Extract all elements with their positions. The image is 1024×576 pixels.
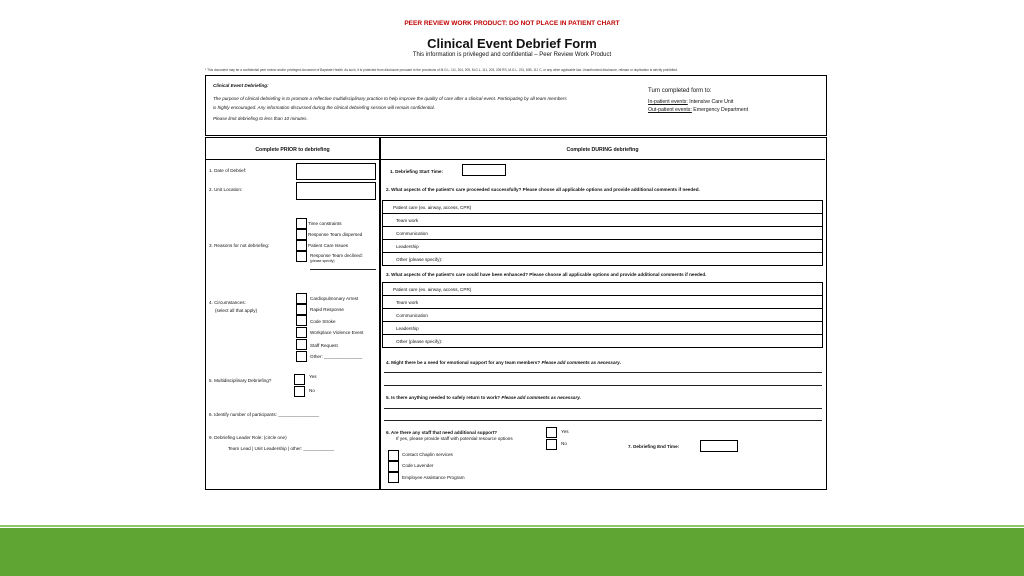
multidisciplinary-label: 5. Multidisciplinary Debriefing?	[209, 378, 272, 383]
circ-checkbox-other[interactable]	[296, 351, 307, 362]
circ-other: Other: _______________	[310, 354, 363, 359]
start-time-field[interactable]	[462, 164, 506, 176]
date-label: 1. Date of Debrief:	[209, 168, 247, 173]
circumstances-label: 4. Circumstances:	[209, 300, 246, 305]
q4-line-1[interactable]	[384, 372, 822, 373]
q6-checkbox-yes[interactable]	[546, 427, 557, 438]
unit-field[interactable]	[296, 182, 376, 200]
outpatient-value: Emergency Department	[693, 107, 749, 113]
outpatient-label: Out-patient events:	[648, 107, 692, 113]
unit-label: 2. Unit Location:	[209, 187, 243, 192]
q3-option-communication: Communication	[396, 313, 428, 318]
circ-checkbox-staff[interactable]	[296, 339, 307, 350]
q2-option-communication: Communication	[396, 231, 428, 236]
resource-chaplin: Contact Chaplin services	[402, 452, 453, 457]
q5-line-2[interactable]	[384, 420, 822, 421]
reason-patient: Patient Care Issues	[308, 243, 349, 248]
participants-label: 6. Identify number of participants: ________________	[209, 412, 320, 417]
q2-row-communication[interactable]	[382, 226, 823, 240]
reason-dispersed: Response Team dispersed	[308, 232, 363, 237]
q3-option-team-work: Team work	[396, 300, 419, 305]
during-header: Complete DURING debriefing	[566, 147, 639, 153]
end-time-label: 7. Debriefing End Time:	[628, 444, 680, 449]
intro-purpose-2: is highly encouraged. Any information discussed during the clinical debriefing session will remain confidential.	[213, 105, 435, 110]
circumstances-sub: (select all that apply)	[215, 308, 258, 313]
circ-violence: Workplace Violence Event	[310, 330, 364, 335]
resource-lavender: Code Lavender	[402, 463, 434, 468]
circ-staff: Staff Request	[310, 343, 338, 348]
intro-box	[205, 75, 827, 136]
reason-time: Time constraints	[308, 221, 342, 226]
circ-stroke: Code Stroke	[310, 319, 336, 324]
q2-option-patient-care: Patient care (ex. airway, access, CPR)	[393, 205, 472, 210]
circ-checkbox-violence[interactable]	[296, 327, 307, 338]
q6-checkbox-no[interactable]	[546, 439, 557, 450]
multi-checkbox-yes[interactable]	[294, 374, 305, 385]
multi-yes: Yes	[309, 374, 317, 379]
resource-checkbox-lavender[interactable]	[388, 461, 399, 472]
q3-row-communication[interactable]	[382, 308, 823, 322]
q6-no: No	[561, 441, 567, 446]
question-3: 3. What aspects of the patient's care could have been enhanced? Please choose all applicable options and provide additional comments if needed.	[386, 272, 707, 277]
inpatient-value: Intensive Care Unit	[689, 99, 734, 105]
confidential-banner: PEER REVIEW WORK PRODUCT: DO NOT PLACE IN PATIENT CHART	[404, 20, 620, 27]
footer-accent-line	[0, 525, 1024, 527]
q5-line-1[interactable]	[384, 408, 822, 409]
reason-checkbox-time[interactable]	[296, 218, 307, 229]
q2-row-team-work[interactable]	[382, 213, 823, 227]
footer-bar	[0, 528, 1024, 576]
start-time-label: 1. Debriefing Start Time:	[390, 169, 444, 174]
circ-rapid: Rapid Response	[310, 307, 344, 312]
end-time-field[interactable]	[700, 440, 738, 452]
q3-row-team-work[interactable]	[382, 295, 823, 309]
date-field[interactable]	[296, 163, 376, 180]
q4-line-2[interactable]	[384, 385, 822, 386]
q3-row-patient-care[interactable]	[382, 282, 823, 296]
q3-option-other: Other (please specify):	[396, 339, 443, 344]
leader-role-options: Team Lead | Unit Leadership | other: ____________	[228, 446, 335, 451]
intro-heading: Clinical Event Debriefing:	[213, 83, 269, 88]
declined-line[interactable]	[310, 269, 376, 270]
question-5: 5. Is there anything needed to safely return to work?	[386, 395, 501, 400]
q3-option-leadership: Leadership	[396, 326, 419, 331]
q6-sub: If yes, please provide staff with potential resource options	[396, 436, 513, 441]
please-specify: (please specify)	[310, 259, 335, 263]
q2-option-leadership: Leadership	[396, 244, 419, 249]
reason-checkbox-dispersed[interactable]	[296, 229, 307, 240]
reason-checkbox-patient[interactable]	[296, 240, 307, 251]
inpatient-label: In-patient events:	[648, 99, 688, 105]
question-6: 6. Are there any staff that need additional support?	[386, 430, 498, 435]
circ-checkbox-stroke[interactable]	[296, 315, 307, 326]
reasons-label: 3. Reasons for not debriefing:	[209, 243, 270, 248]
circ-checkbox-rapid[interactable]	[296, 304, 307, 315]
q5-note: Please add comments as necessary.	[501, 395, 581, 400]
q3-row-leadership[interactable]	[382, 321, 823, 335]
q6-yes: Yes	[561, 429, 569, 434]
question-4: 4. Might there be a need for emotional support for any team members?	[386, 360, 541, 365]
q2-row-patient-care[interactable]	[382, 200, 823, 214]
q3-row-other[interactable]	[382, 334, 823, 348]
multi-checkbox-no[interactable]	[294, 386, 305, 397]
leader-role-label: 9. Debriefing Leader Role: (circle one)	[209, 435, 287, 440]
reason-checkbox-declined[interactable]	[296, 251, 307, 262]
prior-header: Complete PRIOR to debriefing	[255, 147, 330, 153]
prior-section	[205, 137, 381, 490]
reason-declined: Response Team declined:	[310, 253, 363, 258]
q4-note: Please add comments as necessary.	[541, 360, 621, 365]
q2-row-other[interactable]	[382, 252, 823, 266]
form-subtitle: This information is privileged and confidential – Peer Review Work Product	[412, 52, 612, 58]
resource-checkbox-chaplin[interactable]	[388, 450, 399, 461]
during-section	[379, 137, 827, 490]
question-2: 2. What aspects of the patient's care proceeded successfully? Please choose all applicable options and provide additional comments if needed.	[386, 187, 700, 192]
form-title: Clinical Event Debrief Form	[427, 36, 597, 51]
q3-option-patient-care: Patient care (ex. airway, access, CPR)	[393, 287, 472, 292]
resource-checkbox-eap[interactable]	[388, 472, 399, 483]
intro-limit: Please limit debriefing to less than 10 minutes.	[213, 116, 308, 121]
multi-no: No	[309, 388, 315, 393]
turn-in-title: Turn completed form to:	[648, 88, 712, 94]
circ-checkbox-cardiac[interactable]	[296, 293, 307, 304]
legal-footnote: * This document may be a confidential peer review and/or privileged document of Baystate Health. As such, it is protected from disclosure pursuant to the provisions of M.G.L. 111, 204, 205, M.G.L. 111, 203, 205 RS, M.G.L. 231, 60B, 111 C, or any other applicable law. Unauthorized disclosure, release or duplication is strictly prohibited.	[205, 68, 678, 72]
q2-option-team-work: Team work	[396, 218, 419, 223]
circ-cardiac: Cardiopulmonary Arrest	[310, 296, 359, 301]
q2-row-leadership[interactable]	[382, 239, 823, 253]
q2-option-other: Other (please specify):	[396, 257, 443, 262]
intro-purpose: The purpose of clinical debriefing is to promote a reflective multidisciplinary practice to help improve the quality of care after a clinical event. Participating by all team members	[213, 96, 567, 101]
resource-eap: Employee Assistance Program	[402, 475, 465, 480]
